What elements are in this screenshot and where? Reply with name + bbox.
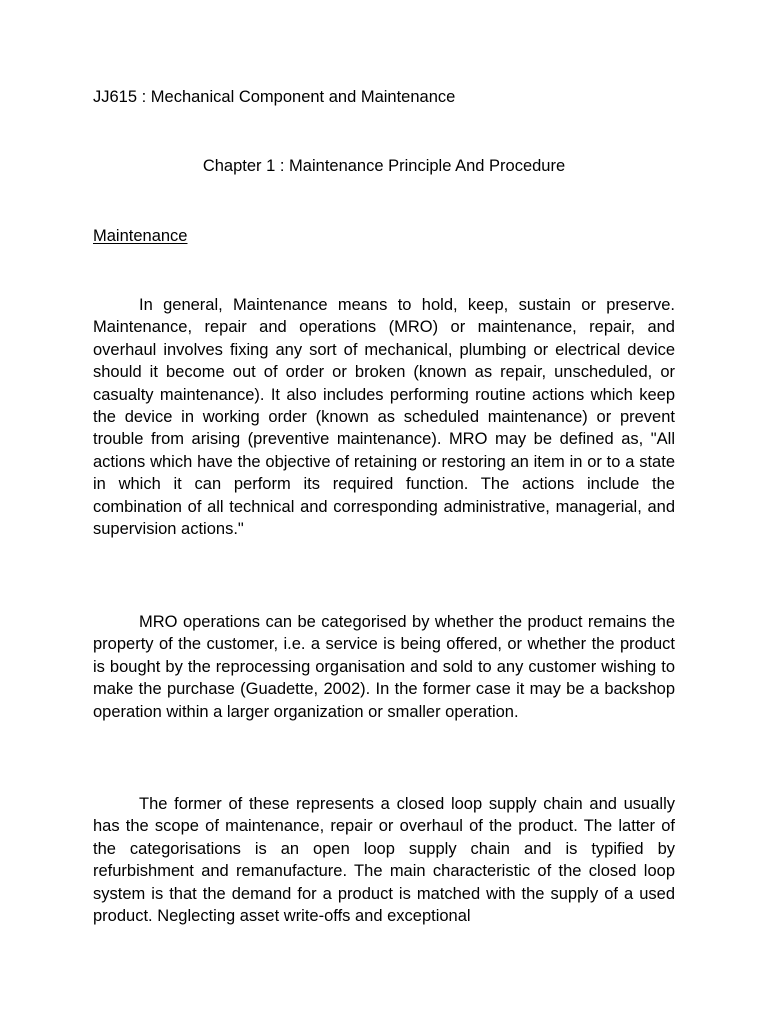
paragraph-definition: In general, Maintenance means to hold, keep, sustain or preserve. Maintenance, repair and operations (MRO) or maintenance, repair, and overhaul involves fixing any sort of mechanical, plumbing or electrical device should it become out of order or broken (known as repair, unscheduled, or casualty maintenance). It also includes performing routine actions which keep the device in working order (known as scheduled maintenance) or prevent trouble from arising (preventive maintenance). MRO may be defined as, "All actions which have the objective of retaining or restoring an item in or to a state in which it can perform its required function. The actions include the combination of all technical and corresponding administrative, managerial, and supervision actions." <box>93 296 675 539</box>
paragraph-supply-chain: The former of these represents a closed loop supply chain and usually has the scope of maintenance, repair or overhaul of the product. The latter of the categorisations is an open loop supply chain and is typified by refurbishment and remanufacture. The main characteristic of the closed loop system is that the demand for a product is matched with the supply of a used product. Neglecting asset write-offs and exceptional <box>93 795 675 926</box>
chapter-title: Chapter 1 : Maintenance Principle And Procedure <box>202 157 566 175</box>
course-title: JJ615 : Mechanical Component and Maintenance <box>93 88 456 106</box>
paragraph-categorisation: MRO operations can be categorised by whether the product remains the property of the customer, i.e. a service is being offered, or whether the product is bought by the reprocessing organisation and sold to any customer wishing to make the purchase (Guadette, 2002). In the former case it may be a backshop operation within a larger organization or smaller operation. <box>93 613 675 721</box>
section-heading: Maintenance <box>93 227 188 245</box>
